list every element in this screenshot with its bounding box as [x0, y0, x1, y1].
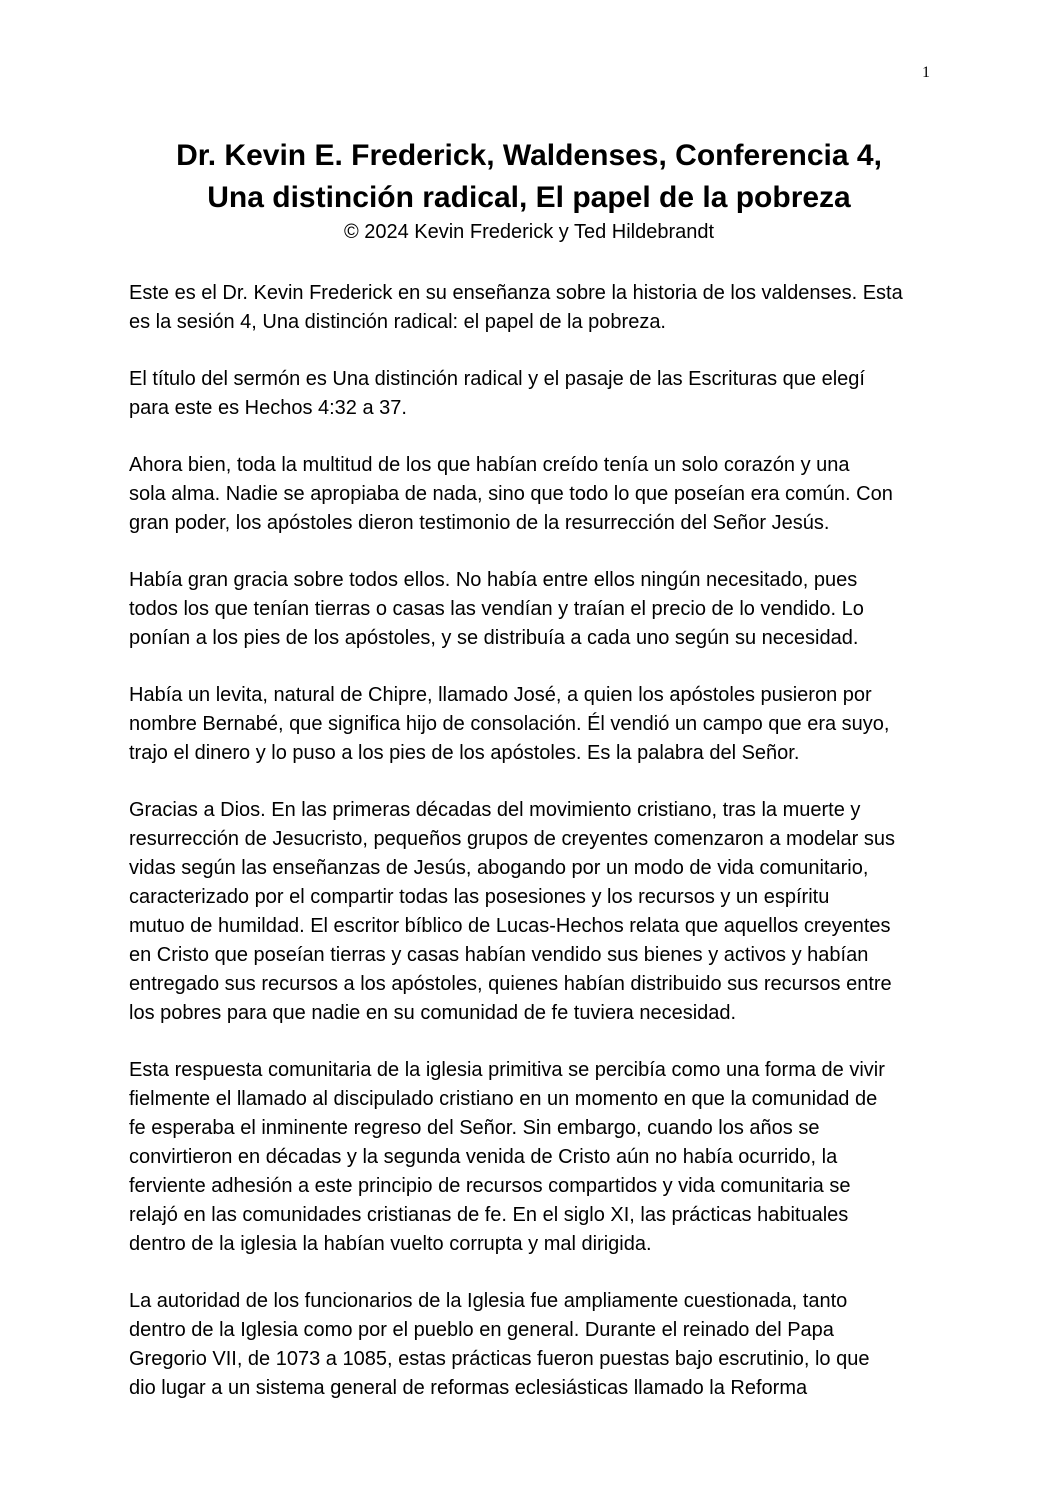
text-line: relajó en las comunidades cristianas de fe. En el siglo XI, las prácticas habituales [129, 1204, 849, 1226]
text-line: Había gran gracia sobre todos ellos. No había entre ellos ningún necesitado, pues [129, 569, 858, 591]
paragraph-scripture-1 [129, 451, 939, 538]
text-line: es la sesión 4, Una distinción radical: el papel de la pobreza. [129, 311, 666, 333]
text-line: La autoridad de los funcionarios de la Iglesia fue ampliamente cuestionada, tanto [129, 1290, 848, 1312]
text-line: resurrección de Jesucristo, pequeños grupos de creyentes comenzaron a modelar sus [129, 828, 895, 850]
text-line: dentro de la iglesia la habían vuelto corrupta y mal dirigida. [129, 1233, 652, 1255]
text-line: para este es Hechos 4:32 a 37. [129, 397, 407, 419]
text-line: mutuo de humildad. El escritor bíblico de Lucas-Hechos relata que aquellos creyentes [129, 915, 891, 937]
paragraph-communal-response [129, 1056, 939, 1259]
text-line: en Cristo que poseían tierras y casas habían vendido sus bienes y activos y habían [129, 944, 869, 966]
text-line: El título del sermón es Una distinción radical y el pasaje de las Escrituras que elegí [129, 368, 865, 390]
paragraph-intro [129, 279, 939, 337]
copyright-notice: © 2024 Kevin Frederick y Ted Hildebrandt [343, 221, 715, 243]
text-line: los pobres para que nadie en su comunidad de fe tuviera necesidad. [129, 1002, 737, 1024]
text-line: Gracias a Dios. En las primeras décadas del movimiento cristiano, tras la muerte y [129, 799, 861, 821]
text-line: Este es el Dr. Kevin Frederick en su enseñanza sobre la historia de los valdenses. Esta [129, 282, 903, 304]
paragraph-sermon-title [129, 365, 939, 423]
paragraph-scripture-3 [129, 681, 939, 768]
text-line: entregado sus recursos a los apóstoles, quienes habían distribuido sus recursos entre [129, 973, 892, 995]
text-line: nombre Bernabé, que significa hijo de consolación. Él vendió un campo que era suyo, [129, 713, 890, 735]
page-number: 1 [922, 64, 930, 81]
text-line: ferviente adhesión a este principio de recursos compartidos y vida comunitaria se [129, 1175, 851, 1197]
text-line: sola alma. Nadie se apropiaba de nada, sino que todo lo que poseían era común. Con [129, 483, 893, 505]
text-line: ponían a los pies de los apóstoles, y se distribuía a cada uno según su necesidad. [129, 627, 859, 649]
text-line: gran poder, los apóstoles dieron testimonio de la resurrección del Señor Jesús. [129, 512, 830, 534]
text-line: Esta respuesta comunitaria de la iglesia primitiva se percibía como una forma de vivir [129, 1059, 885, 1081]
text-line: convirtieron en décadas y la segunda venida de Cristo aún no había ocurrido, la [129, 1146, 838, 1168]
text-line: fielmente el llamado al discipulado cristiano en un momento en que la comunidad de [129, 1088, 878, 1110]
document-body [129, 279, 939, 1431]
text-line: vidas según las enseñanzas de Jesús, abogando por un modo de vida comunitario, [129, 857, 869, 879]
text-line: fe esperaba el inminente regreso del Señor. Sin embargo, cuando los años se [129, 1117, 820, 1139]
paragraph-scripture-2 [129, 566, 939, 653]
text-line: dio lugar a un sistema general de reformas eclesiásticas llamado la Reforma [129, 1377, 808, 1399]
text-line: trajo el dinero y lo puso a los pies de los apóstoles. Es la palabra del Señor. [129, 742, 800, 764]
paragraph-early-church [129, 796, 939, 1028]
paragraph-church-authority [129, 1287, 939, 1403]
text-line: Gregorio VII, de 1073 a 1085, estas prácticas fueron puestas bajo escrutinio, lo que [129, 1348, 870, 1370]
document-title-line-2: Una distinción radical, El papel de la pobreza [207, 181, 851, 214]
document-title-line-1: Dr. Kevin E. Frederick, Waldenses, Conferencia 4, [176, 139, 882, 172]
text-line: Había un levita, natural de Chipre, llamado José, a quien los apóstoles pusieron por [129, 684, 872, 706]
text-line: dentro de la Iglesia como por el pueblo en general. Durante el reinado del Papa [129, 1319, 834, 1341]
document-header [100, 135, 958, 245]
text-line: todos los que tenían tierras o casas las vendían y traían el precio de lo vendido. Lo [129, 598, 864, 620]
text-line: Ahora bien, toda la multitud de los que habían creído tenía un solo corazón y una [129, 454, 850, 476]
text-line: caracterizado por el compartir todas las posesiones y los recursos y un espíritu [129, 886, 830, 908]
